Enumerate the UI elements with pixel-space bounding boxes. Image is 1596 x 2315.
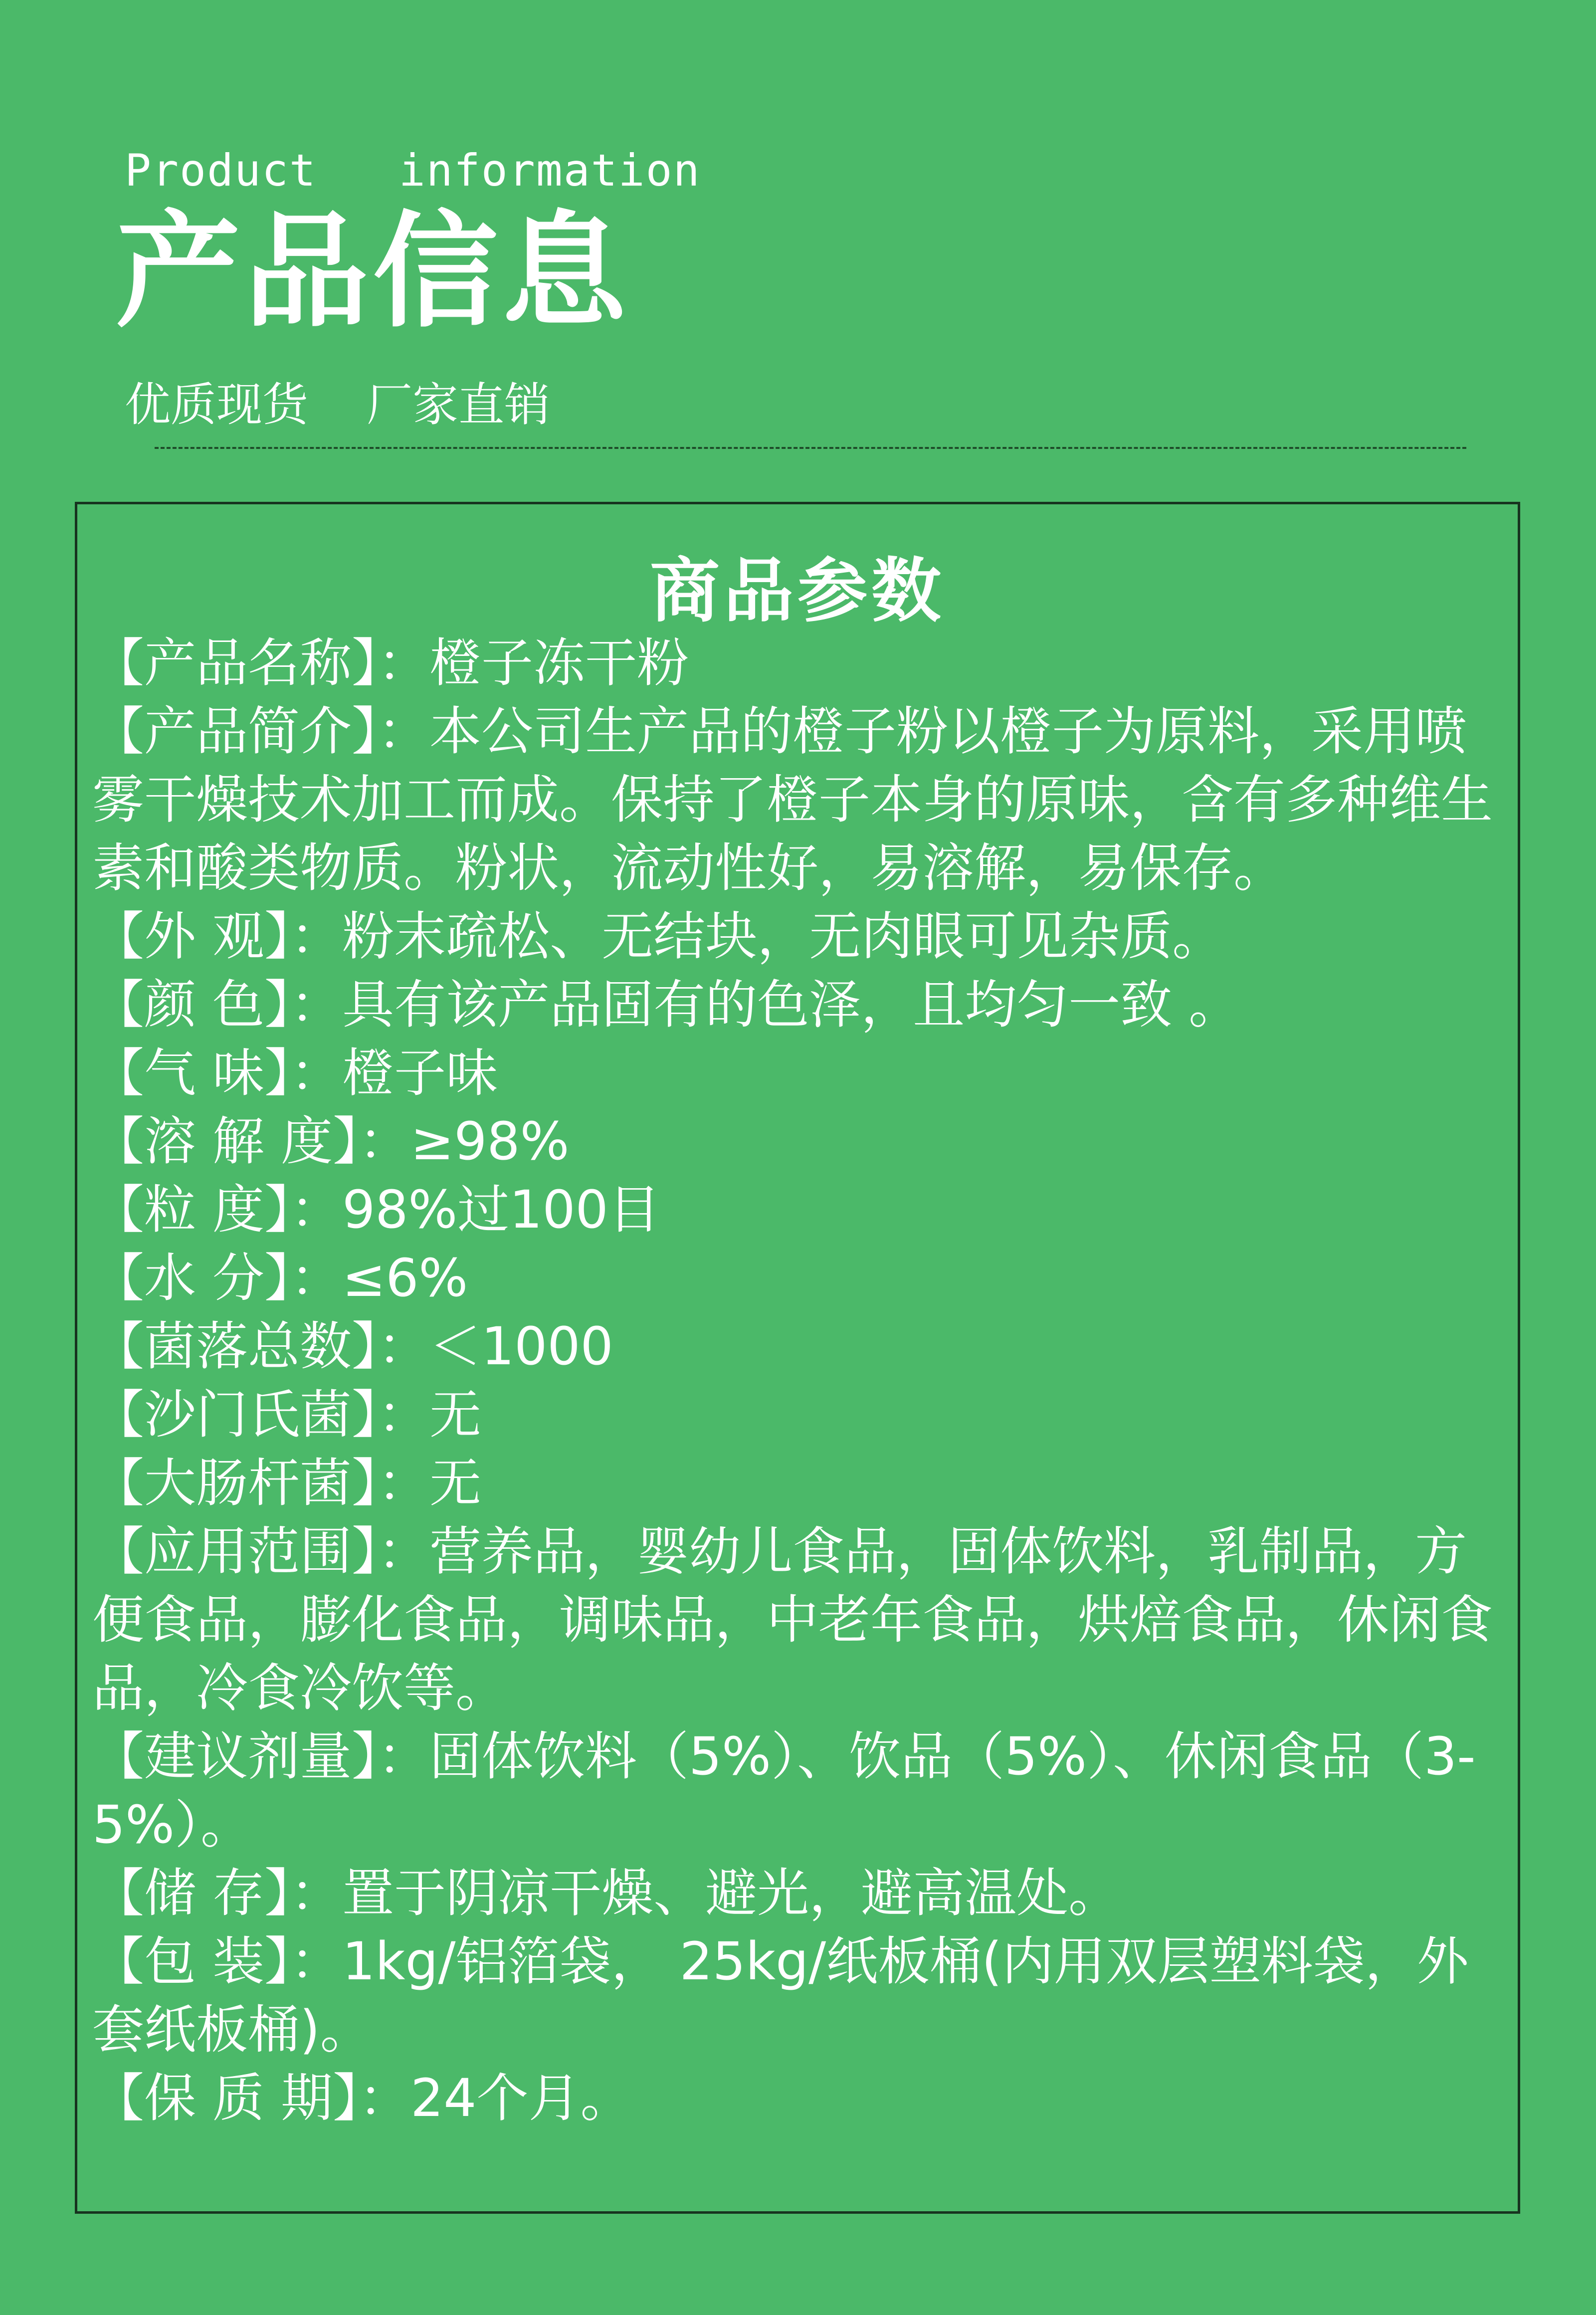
param-row-color — [92, 971, 1509, 1039]
param-value: 无 — [429, 1453, 482, 1513]
param-label: 【大肠杆菌】： — [92, 1453, 430, 1513]
param-label: 【菌落总数】： — [92, 1316, 430, 1377]
param-value: ≥98% — [410, 1111, 570, 1172]
parameters-list — [92, 629, 1509, 2132]
param-label: 【沙门氏菌】： — [92, 1384, 430, 1445]
page-title: 产品信息 — [116, 199, 630, 344]
param-label: 【颜 色】： — [92, 974, 343, 1035]
param-row-colony-count — [92, 1312, 1509, 1381]
param-label: 【建议剂量】： — [92, 1726, 430, 1787]
param-value: 具有该产品固有的色泽，且均匀一致 。 — [342, 974, 1241, 1035]
param-row-granularity — [92, 1176, 1509, 1244]
param-value: 橙子冻干粉 — [429, 632, 689, 693]
param-value: 98%过100目 — [342, 1179, 660, 1240]
param-value: 粉末疏松、无结块，无肉眼可见杂质。 — [342, 906, 1224, 967]
param-value: 营养品，婴幼儿食品，固体饮料，乳制品，方便食品，膨化食品，调味品，中老年食品，烘焙食品，休闲食品，冷食冷饮等。 — [92, 1521, 1493, 1718]
param-label: 【溶 解 度】： — [92, 1111, 411, 1172]
param-value: 1kg/铝箔袋， 25kg/纸板桶(内用双层塑料袋，外套纸板桶)。 — [92, 1931, 1469, 2060]
param-value: 本公司生产品的橙子粉以橙子为原料，采用喷雾干燥技术加工而成。保持了橙子本身的原味，含有多种维生素和酸类物质。粉状，流动性好，易溶解，易保存。 — [92, 701, 1493, 898]
param-row-applications — [92, 1517, 1509, 1722]
param-row-salmonella — [92, 1381, 1509, 1449]
param-value: 置于阴凉干燥、避光，避高温处。 — [342, 1863, 1121, 1923]
param-row-solubility — [92, 1107, 1509, 1176]
parameters-panel — [75, 502, 1520, 2214]
param-value: ≤6% — [342, 1248, 468, 1308]
param-row-storage — [92, 1859, 1509, 1927]
panel-title: 商品参数 — [649, 551, 945, 632]
param-label: 【产品名称】： — [92, 632, 430, 693]
param-value: 24个月。 — [410, 2068, 632, 2128]
param-row-moisture — [92, 1244, 1509, 1312]
param-row-dosage — [92, 1722, 1509, 1859]
param-label: 【保 质 期】： — [92, 2068, 411, 2128]
param-label: 【包 装】： — [92, 1931, 343, 1992]
param-label: 【水 分】： — [92, 1248, 343, 1308]
param-value: 橙子味 — [342, 1043, 498, 1103]
param-row-appearance — [92, 902, 1509, 971]
param-row-packaging — [92, 1927, 1509, 2064]
param-row-odor — [92, 1039, 1509, 1107]
param-label: 【产品简介】： — [92, 701, 430, 762]
param-row-intro — [92, 697, 1509, 902]
param-value: 无 — [429, 1384, 482, 1445]
param-label: 【粒 度】： — [92, 1179, 343, 1240]
param-value: 固体饮料（5%）、饮品（5%）、休闲食品（3-5%）。 — [92, 1726, 1476, 1855]
param-label: 【气 味】： — [92, 1043, 343, 1103]
tagline: 优质现货 厂家直销 — [125, 378, 550, 431]
param-label: 【储 存】： — [92, 1863, 343, 1923]
param-row-name — [92, 629, 1509, 697]
dashed-divider — [155, 447, 1466, 449]
param-label: 【应用范围】： — [92, 1521, 430, 1582]
param-label: 【外 观】： — [92, 906, 343, 967]
param-row-shelf-life — [92, 2064, 1509, 2132]
param-row-coliform — [92, 1449, 1509, 1517]
english-title: Product information — [125, 145, 701, 196]
param-value: ＜1000 — [429, 1316, 613, 1377]
